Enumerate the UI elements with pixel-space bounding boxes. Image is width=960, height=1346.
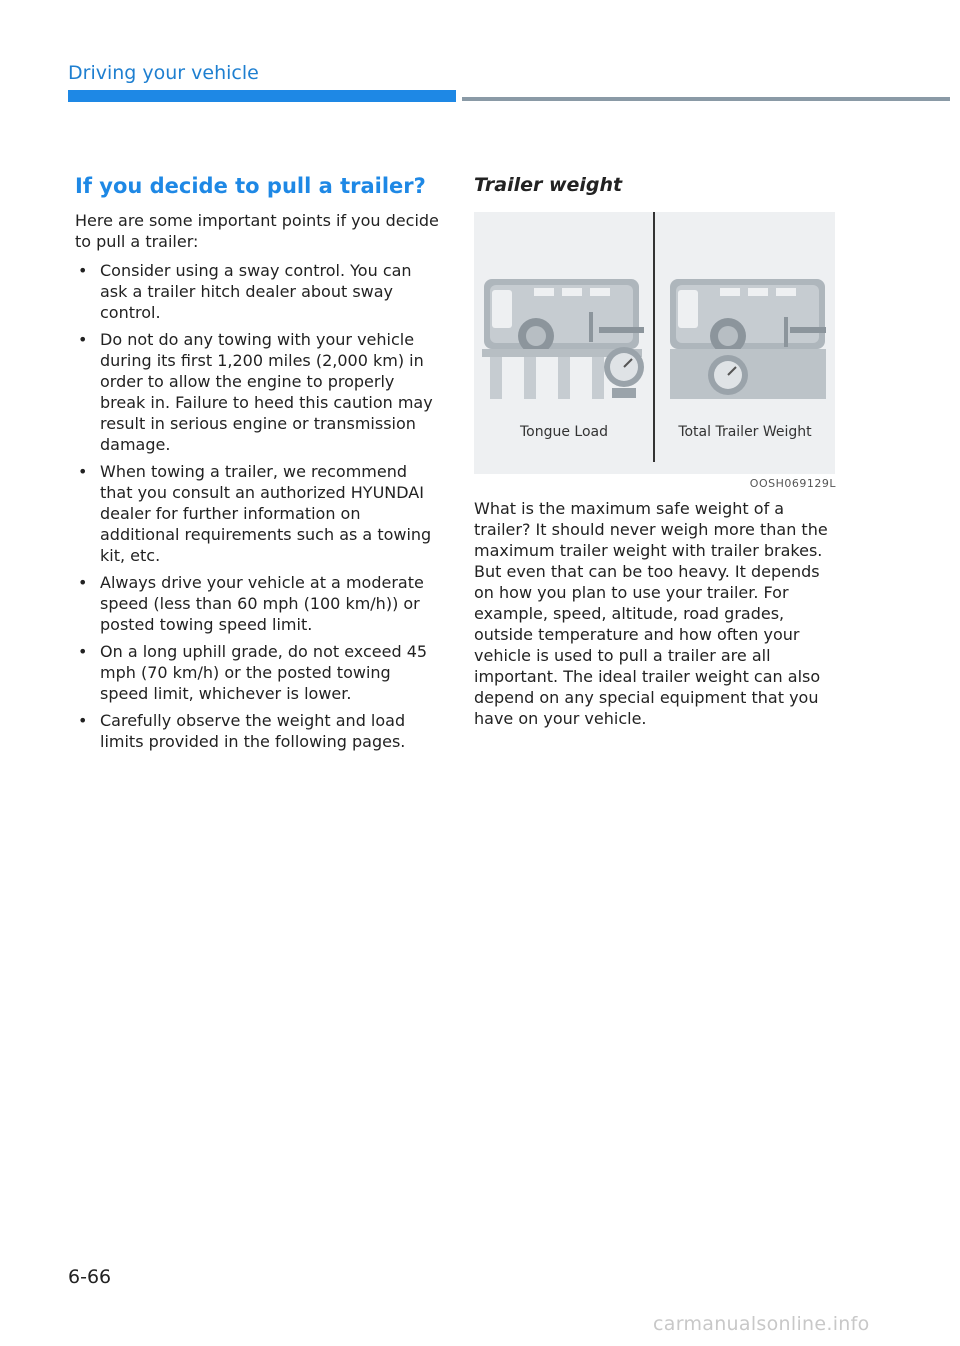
bullet-icon: • xyxy=(78,573,88,592)
list-item-text: Carefully observe the weight and load limits provided in the following pages. xyxy=(100,711,406,751)
list-item-text: Consider using a sway control. You can ask a trailer hitch dealer about sway control. xyxy=(100,261,412,322)
list-item xyxy=(75,329,440,455)
list-item xyxy=(75,572,440,635)
tips-list xyxy=(75,260,440,752)
page-section-title: Driving your vehicle xyxy=(68,62,259,84)
watermark: carmanualsonline.info xyxy=(653,1313,870,1335)
bullet-icon: • xyxy=(78,330,88,349)
left-column xyxy=(75,172,440,758)
page-number: 6-66 xyxy=(68,1266,112,1288)
total-trailer-weight-label: Total Trailer Weight xyxy=(678,424,812,440)
bullet-icon: • xyxy=(78,462,88,481)
header-accent-bar xyxy=(68,90,456,102)
body-paragraph: What is the maximum safe weight of a trailer? It should never weigh more than the maximum trailer weight with trailer brakes. But even that can be too heavy. It depends on how you plan to use your trailer. For example, speed, altitude, road grades, outside temperature and how often your vehicle is used to pull a trailer are all important. The ideal trailer weight can also depend on any special equipment that you have on your vehicle. xyxy=(474,499,828,728)
list-item-text: When towing a trailer, we recommend that you consult an authorized HYUNDAI dealer for further information on additional requirements such as a towing kit, etc. xyxy=(100,462,432,565)
bullet-icon: • xyxy=(78,261,88,280)
trailer-weight-illustration xyxy=(474,212,835,474)
list-item xyxy=(75,641,440,704)
bullet-icon: • xyxy=(78,642,88,661)
list-item xyxy=(75,260,440,323)
intro-paragraph: Here are some important points if you decide to pull a trailer: xyxy=(75,211,439,251)
bullet-icon: • xyxy=(78,711,88,730)
tongue-load-label: Tongue Load xyxy=(519,424,609,440)
list-item-text: Always drive your vehicle at a moderate speed (less than 60 mph (100 km/h)) or posted towing speed limit. xyxy=(100,573,424,634)
subsection-heading: Trailer weight xyxy=(474,174,623,196)
ground-icon xyxy=(670,349,826,399)
list-item-text: On a long uphill grade, do not exceed 45 mph (70 km/h) or the posted towing speed limit, whichever is lower. xyxy=(100,642,428,703)
section-heading: If you decide to pull a trailer? xyxy=(75,174,426,198)
list-item-text: Do not do any towing with your vehicle during its first 1,200 miles (2,000 km) in order to allow the engine to properly break in. Failure to heed this caution may result in serious engine or transmission damage. xyxy=(100,330,433,454)
tongue-load-scene xyxy=(482,279,644,399)
list-item xyxy=(75,710,440,752)
right-column xyxy=(474,172,836,729)
header-rule xyxy=(462,97,950,101)
figure-code: OOSH069129L xyxy=(749,477,836,490)
list-item xyxy=(75,461,440,566)
total-weight-scene xyxy=(670,279,826,399)
